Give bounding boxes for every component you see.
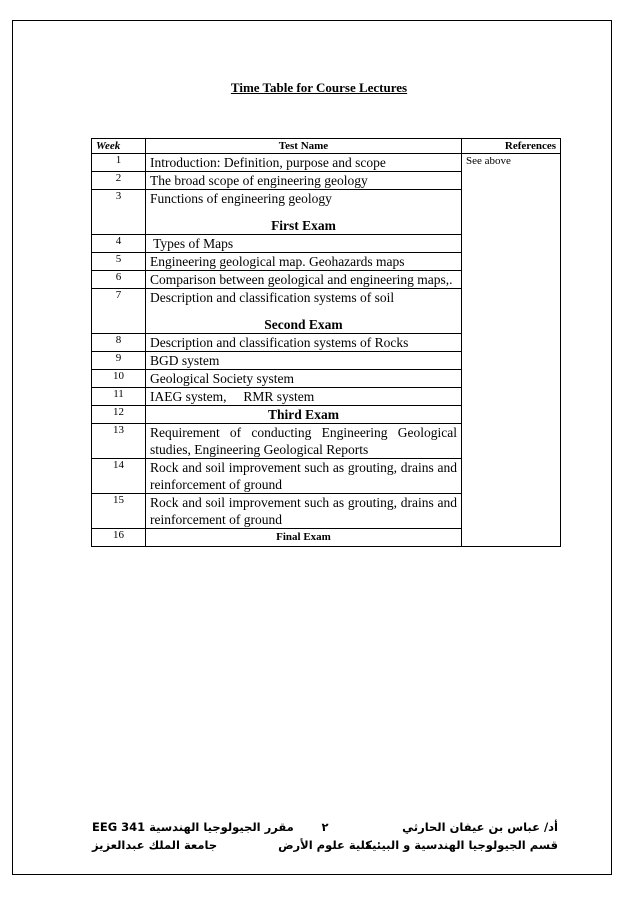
footer-course: مقرر الجيولوجيا الهندسية EEG 341 [92, 820, 294, 834]
table-header-row [92, 139, 561, 154]
timetable [91, 138, 561, 547]
week-number: 2 [92, 172, 146, 190]
week-number: 3 [92, 190, 146, 235]
page-footer [92, 818, 558, 854]
topic-cell: The broad scope of engineering geology [146, 172, 462, 190]
week-number: 15 [92, 494, 146, 529]
topic-cell: Introduction: Definition, purpose and scope [146, 154, 462, 172]
week-number: 10 [92, 370, 146, 388]
week-number: 12 [92, 406, 146, 424]
week-number: 16 [92, 529, 146, 547]
topic-cell: Engineering geological map. Geohazards maps [146, 253, 462, 271]
topic-cell: Requirement of conducting Engineering Geological studies, Engineering Geological Reports [146, 424, 462, 459]
topic-cell [146, 190, 462, 235]
topic-text: Functions of engineering geology [150, 191, 332, 206]
footer-university: جامعة الملك عبدالعزيز [92, 838, 218, 852]
exam-label: Second Exam [264, 317, 343, 332]
footer-department: قسم الجيولوجيا الهندسية و البيئية [365, 838, 558, 852]
week-number: 6 [92, 271, 146, 289]
topic-cell: Comparison between geological and engineering maps,. [146, 271, 462, 289]
topic-cell: IAEG system, RMR system [146, 388, 462, 406]
week-number: 5 [92, 253, 146, 271]
week-number: 4 [92, 235, 146, 253]
header-test-name: Test Name [146, 139, 462, 154]
topic-text: Description and classification systems of soil [150, 290, 395, 305]
table-row [92, 154, 561, 172]
topic-cell: BGD system [146, 352, 462, 370]
week-number: 14 [92, 459, 146, 494]
exam-cell: Final Exam [146, 529, 462, 547]
week-number: 8 [92, 334, 146, 352]
header-week: Week [92, 139, 146, 154]
topic-cell [146, 289, 462, 334]
footer-author: أد/ عباس بن عيفان الحارثي [402, 820, 558, 834]
topic-cell: Rock and soil improvement such as grouting, drains and reinforcement of ground [146, 459, 462, 494]
topic-cell: Geological Society system [146, 370, 462, 388]
header-references: References [462, 139, 561, 154]
page-title: Time Table for Course Lectures [230, 80, 408, 95]
week-number: 7 [92, 289, 146, 334]
week-number: 1 [92, 154, 146, 172]
week-number: 13 [92, 424, 146, 459]
exam-label: First Exam [271, 218, 336, 233]
topic-cell: Rock and soil improvement such as grouting, drains and reinforcement of ground [146, 494, 462, 529]
week-number: 9 [92, 352, 146, 370]
week-number: 11 [92, 388, 146, 406]
footer-page-number: ٢ [321, 820, 329, 834]
footer-faculty: كلية علوم الأرض [278, 838, 372, 852]
exam-cell: Third Exam [146, 406, 462, 424]
topic-cell: Types of Maps [146, 235, 462, 253]
topic-cell: Description and classification systems of Rocks [146, 334, 462, 352]
references-cell: See above [462, 154, 561, 547]
